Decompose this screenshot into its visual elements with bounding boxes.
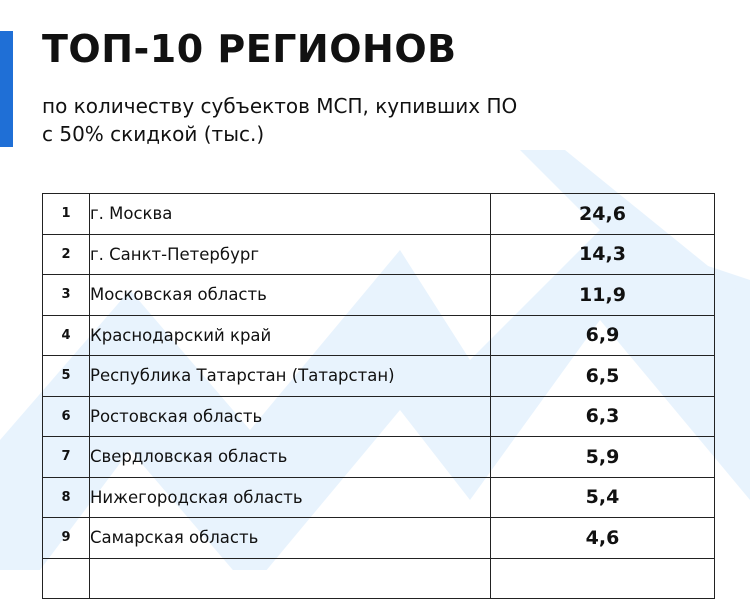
page-subtitle bbox=[42, 92, 602, 148]
region-cell: г. Санкт-Петербург bbox=[90, 234, 491, 275]
region-cell: Нижегородская область bbox=[90, 477, 491, 518]
subtitle-line-1: по количеству субъектов МСП, купивших ПО bbox=[42, 94, 518, 118]
rank-cell: 1 bbox=[43, 194, 90, 235]
table-row bbox=[43, 315, 715, 356]
rank-cell: 2 bbox=[43, 234, 90, 275]
table-row bbox=[43, 275, 715, 316]
value-cell: 6,3 bbox=[491, 396, 715, 437]
table-row bbox=[43, 194, 715, 235]
value-cell bbox=[491, 558, 715, 599]
rank-cell: 9 bbox=[43, 518, 90, 559]
value-cell: 6,5 bbox=[491, 356, 715, 397]
page-title: ТОП-10 РЕГИОНОВ bbox=[42, 27, 457, 71]
region-cell: Краснодарский край bbox=[90, 315, 491, 356]
region-cell: Самарская область bbox=[90, 518, 491, 559]
region-cell: Московская область bbox=[90, 275, 491, 316]
table-row bbox=[43, 356, 715, 397]
value-cell: 24,6 bbox=[491, 194, 715, 235]
table-row bbox=[43, 477, 715, 518]
value-cell: 5,9 bbox=[491, 437, 715, 478]
value-cell: 14,3 bbox=[491, 234, 715, 275]
table-row bbox=[43, 396, 715, 437]
subtitle-line-2: с 50% скидкой (тыс.) bbox=[42, 122, 265, 146]
rank-cell: 7 bbox=[43, 437, 90, 478]
regions-table bbox=[42, 193, 715, 599]
table-row bbox=[43, 558, 715, 599]
rank-cell bbox=[43, 558, 90, 599]
value-cell: 6,9 bbox=[491, 315, 715, 356]
rank-cell: 8 bbox=[43, 477, 90, 518]
rank-cell: 3 bbox=[43, 275, 90, 316]
rank-cell: 5 bbox=[43, 356, 90, 397]
region-cell: Свердловская область bbox=[90, 437, 491, 478]
table-row bbox=[43, 518, 715, 559]
region-cell bbox=[90, 558, 491, 599]
region-cell: Ростовская область bbox=[90, 396, 491, 437]
region-cell: г. Москва bbox=[90, 194, 491, 235]
value-cell: 5,4 bbox=[491, 477, 715, 518]
table-row bbox=[43, 234, 715, 275]
value-cell: 11,9 bbox=[491, 275, 715, 316]
rank-cell: 4 bbox=[43, 315, 90, 356]
region-cell: Республика Татарстан (Татарстан) bbox=[90, 356, 491, 397]
rank-cell: 6 bbox=[43, 396, 90, 437]
value-cell: 4,6 bbox=[491, 518, 715, 559]
table-row bbox=[43, 437, 715, 478]
